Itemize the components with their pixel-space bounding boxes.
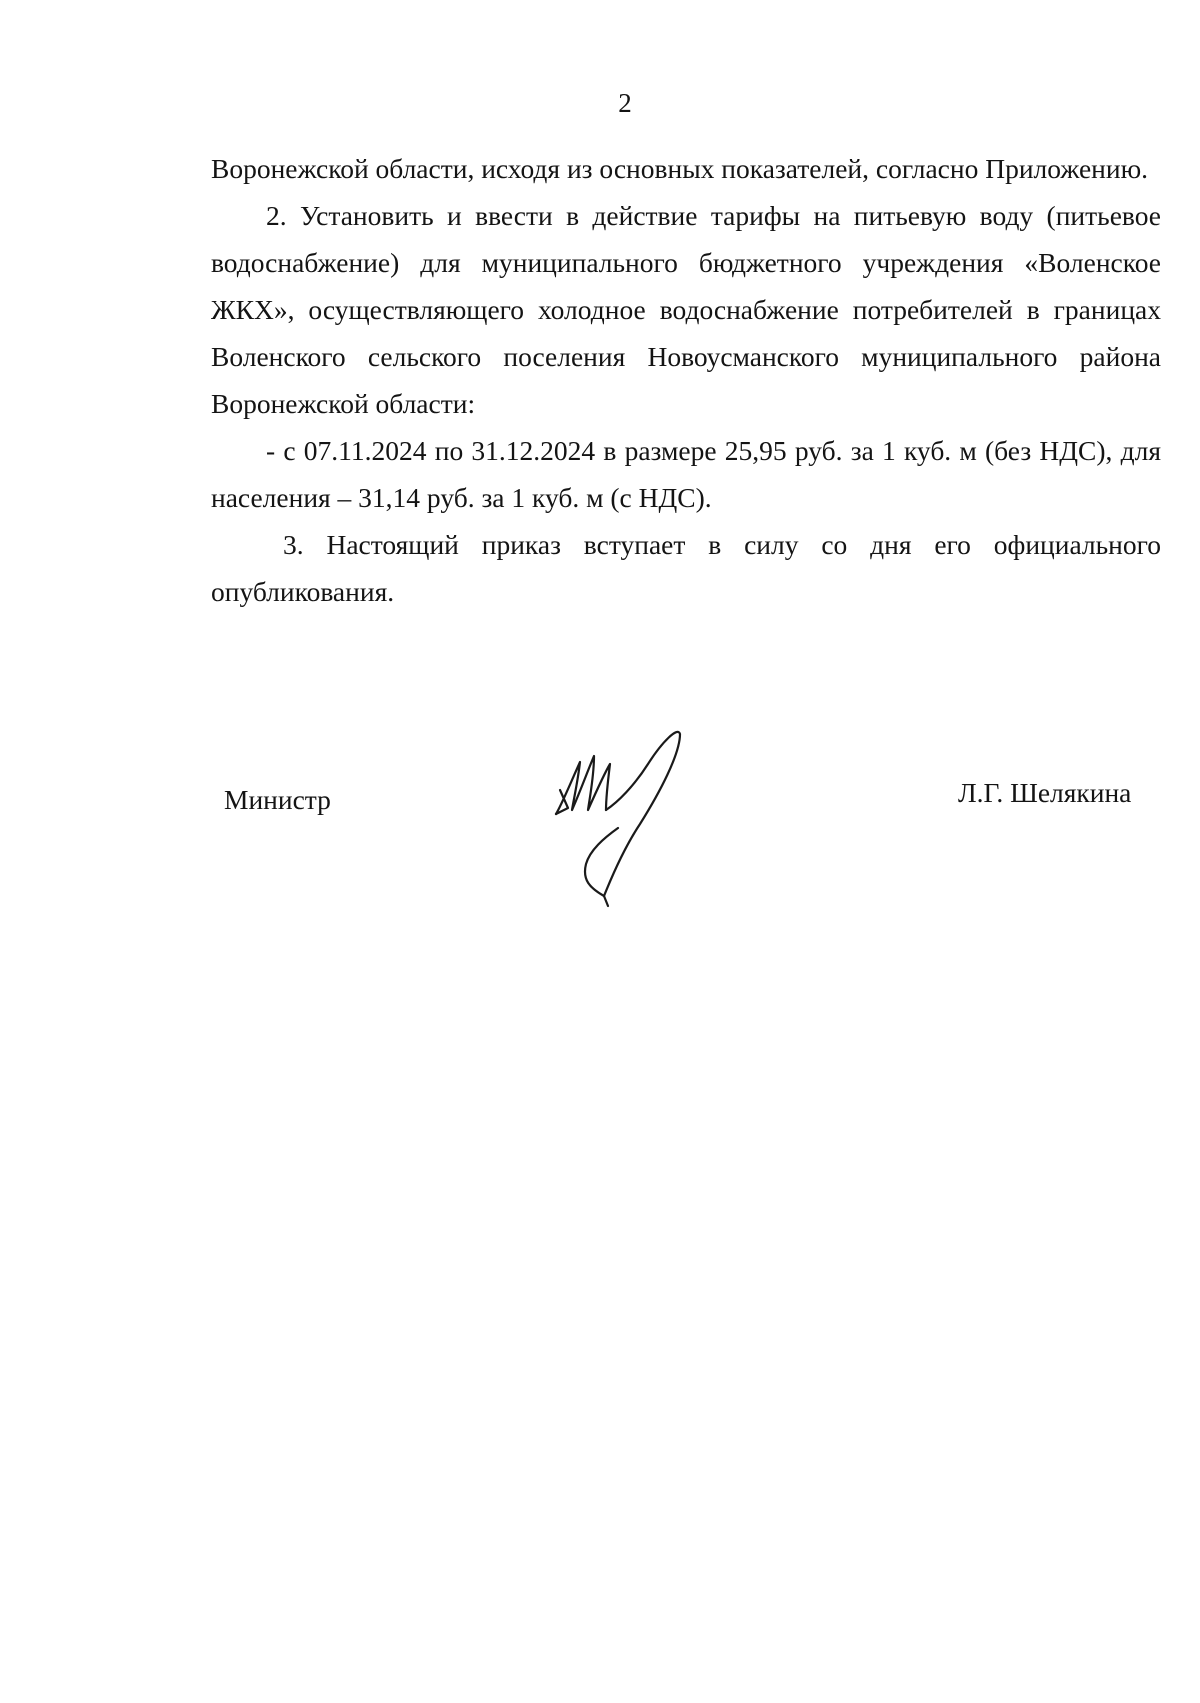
paragraph-tariff-rate: - с 07.11.2024 по 31.12.2024 в размере 25,95 руб. за 1 куб. м (без НДС), для населения – 31,14 руб. за 1 куб. м (с НДС).: [211, 435, 1161, 513]
handwritten-signature: [548, 720, 698, 910]
document-body: [211, 145, 1161, 615]
signatory-title: Министр: [224, 784, 331, 815]
paragraph-item-3: 3. Настоящий приказ вступает в силу со дня его официального опубликования.: [211, 529, 1161, 607]
page-number: 2: [618, 88, 632, 118]
paragraph-item-2: 2. Установить и ввести в действие тарифы на питьевую воду (питьевое водоснабжение) для муниципального бюджетного учреждения «Воленское ЖКХ», осуществляющего холодное водоснабжение потребителей в границах Воленского сельского поселения Новоусманского муниципального района Воронежской области:: [211, 200, 1161, 419]
signatory-name: Л.Г. Шелякина: [958, 777, 1132, 808]
paragraph-continuation: Воронежской области, исходя из основных показателей, согласно Приложению.: [211, 153, 1149, 184]
